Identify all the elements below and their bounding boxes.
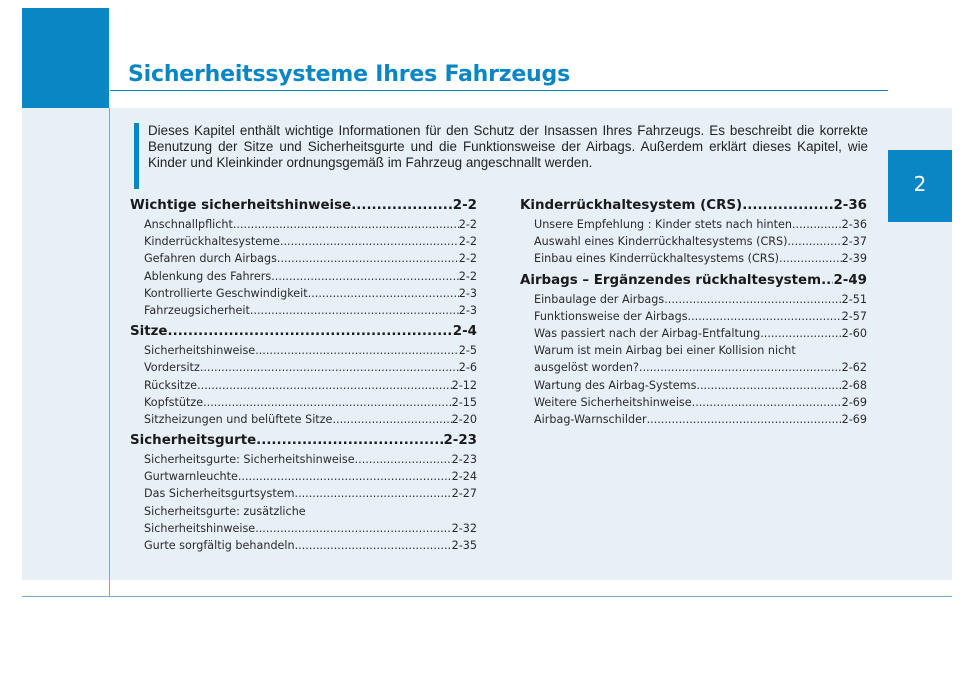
toc-entry[interactable]: Sicherheitsgurte: Sicherheitshinweise ..... 2-23 <box>130 451 477 468</box>
toc-entry[interactable]: Funktionsweise der Airbags ..... 2-57 <box>520 308 867 325</box>
toc-entry[interactable]: Weitere Sicherheitshinweise ..... 2-69 <box>520 394 867 411</box>
toc-entry[interactable]: Unsere Empfehlung : Kinder stets nach hinten ..... 2-36 <box>520 216 867 233</box>
intro-accent-bar <box>134 123 139 189</box>
intro-paragraph: Dieses Kapitel enthält wichtige Informationen für den Schutz der Insassen Ihres Fahrzeugs. Es beschreibt die korrekte Benutzung der Sitze und Sicherheitsgurte und die Funktionsweise der Airbags. Außerdem erklärt dieses Kapitel, wie Kinder und Kleinkinder ordnungsgemäß im Fahrzeug angeschnallt werden. <box>148 123 868 170</box>
bottom-divider <box>22 596 952 597</box>
toc-entry[interactable]: Airbag-Warnschilder ..... 2-69 <box>520 411 867 428</box>
toc-entry[interactable]: Rücksitze ..... 2-12 <box>130 377 477 394</box>
toc-column-right <box>520 196 867 431</box>
toc-section <box>130 196 477 319</box>
toc-entry[interactable]: ausgelöst worden? ..... 2-62 <box>520 359 867 376</box>
page-title: Sicherheitssysteme Ihres Fahrzeugs <box>128 62 570 87</box>
toc-entry[interactable]: Vordersitz ..... 2-6 <box>130 359 477 376</box>
toc-entry[interactable]: Was passiert nach der Airbag-Entfaltung ..... 2-60 <box>520 325 867 342</box>
toc-section <box>130 431 477 554</box>
toc-section-heading[interactable]: Sitze ..... 2-4 <box>130 322 477 342</box>
toc-entry[interactable]: Kinderrückhaltesysteme ..... 2-2 <box>130 233 477 250</box>
toc-entry[interactable]: Wartung des Airbag-Systems ..... 2-68 <box>520 377 867 394</box>
toc-entry[interactable]: Anschnallpflicht ..... 2-2 <box>130 216 477 233</box>
toc-entry[interactable]: Sitzheizungen und belüftete Sitze ..... 2-20 <box>130 411 477 428</box>
toc-section <box>520 196 867 268</box>
title-underline <box>110 90 888 91</box>
toc-entry[interactable]: Ablenkung des Fahrers ..... 2-2 <box>130 268 477 285</box>
toc-entry[interactable]: Gurtwarnleuchte ..... 2-24 <box>130 468 477 485</box>
toc-section <box>520 271 867 429</box>
margin-divider <box>109 108 110 596</box>
toc-entry[interactable]: Gefahren durch Airbags ..... 2-2 <box>130 250 477 267</box>
toc-entry-line1[interactable]: Sicherheitsgurte: zusätzliche <box>144 504 306 518</box>
chapter-number: 2 <box>913 172 927 196</box>
toc-section-heading[interactable]: Kinderrückhaltesystem (CRS) ..... 2-36 <box>520 196 867 216</box>
header-color-block <box>22 8 109 108</box>
toc-entry-line1[interactable]: Warum ist mein Airbag bei einer Kollision nicht <box>534 344 796 358</box>
toc-entry[interactable]: Einbau eines Kinderrückhaltesystems (CRS) ..... 2-39 <box>520 250 867 267</box>
toc-entry[interactable]: Auswahl eines Kinderrückhaltesystems (CRS) ..... 2-37 <box>520 233 867 250</box>
toc-entry[interactable]: Sicherheitshinweise ..... 2-32 <box>130 520 477 537</box>
toc-entry[interactable]: Gurte sorgfältig behandeln ..... 2-35 <box>130 537 477 554</box>
toc-section-heading[interactable]: Wichtige sicherheitshinweise ..... 2-2 <box>130 196 477 216</box>
toc-column-left <box>130 196 477 557</box>
toc-entry[interactable]: Das Sicherheitsgurtsystem ..... 2-27 <box>130 485 477 502</box>
toc-section-heading[interactable]: Sicherheitsgurte ..... 2-23 <box>130 431 477 451</box>
chapter-tab[interactable] <box>888 150 952 222</box>
toc-section-heading[interactable]: Airbags – Ergänzendes rückhaltesystem ..... 2-49 <box>520 271 867 291</box>
toc-entry[interactable]: Kopfstütze ..... 2-15 <box>130 394 477 411</box>
toc-entry[interactable]: Sicherheitshinweise ..... 2-5 <box>130 342 477 359</box>
toc-entry[interactable]: Kontrollierte Geschwindigkeit ..... 2-3 <box>130 285 477 302</box>
toc-entry[interactable]: Fahrzeugsicherheit ..... 2-3 <box>130 302 477 319</box>
toc-section <box>130 322 477 428</box>
toc-entry[interactable]: Einbaulage der Airbags ..... 2-51 <box>520 291 867 308</box>
